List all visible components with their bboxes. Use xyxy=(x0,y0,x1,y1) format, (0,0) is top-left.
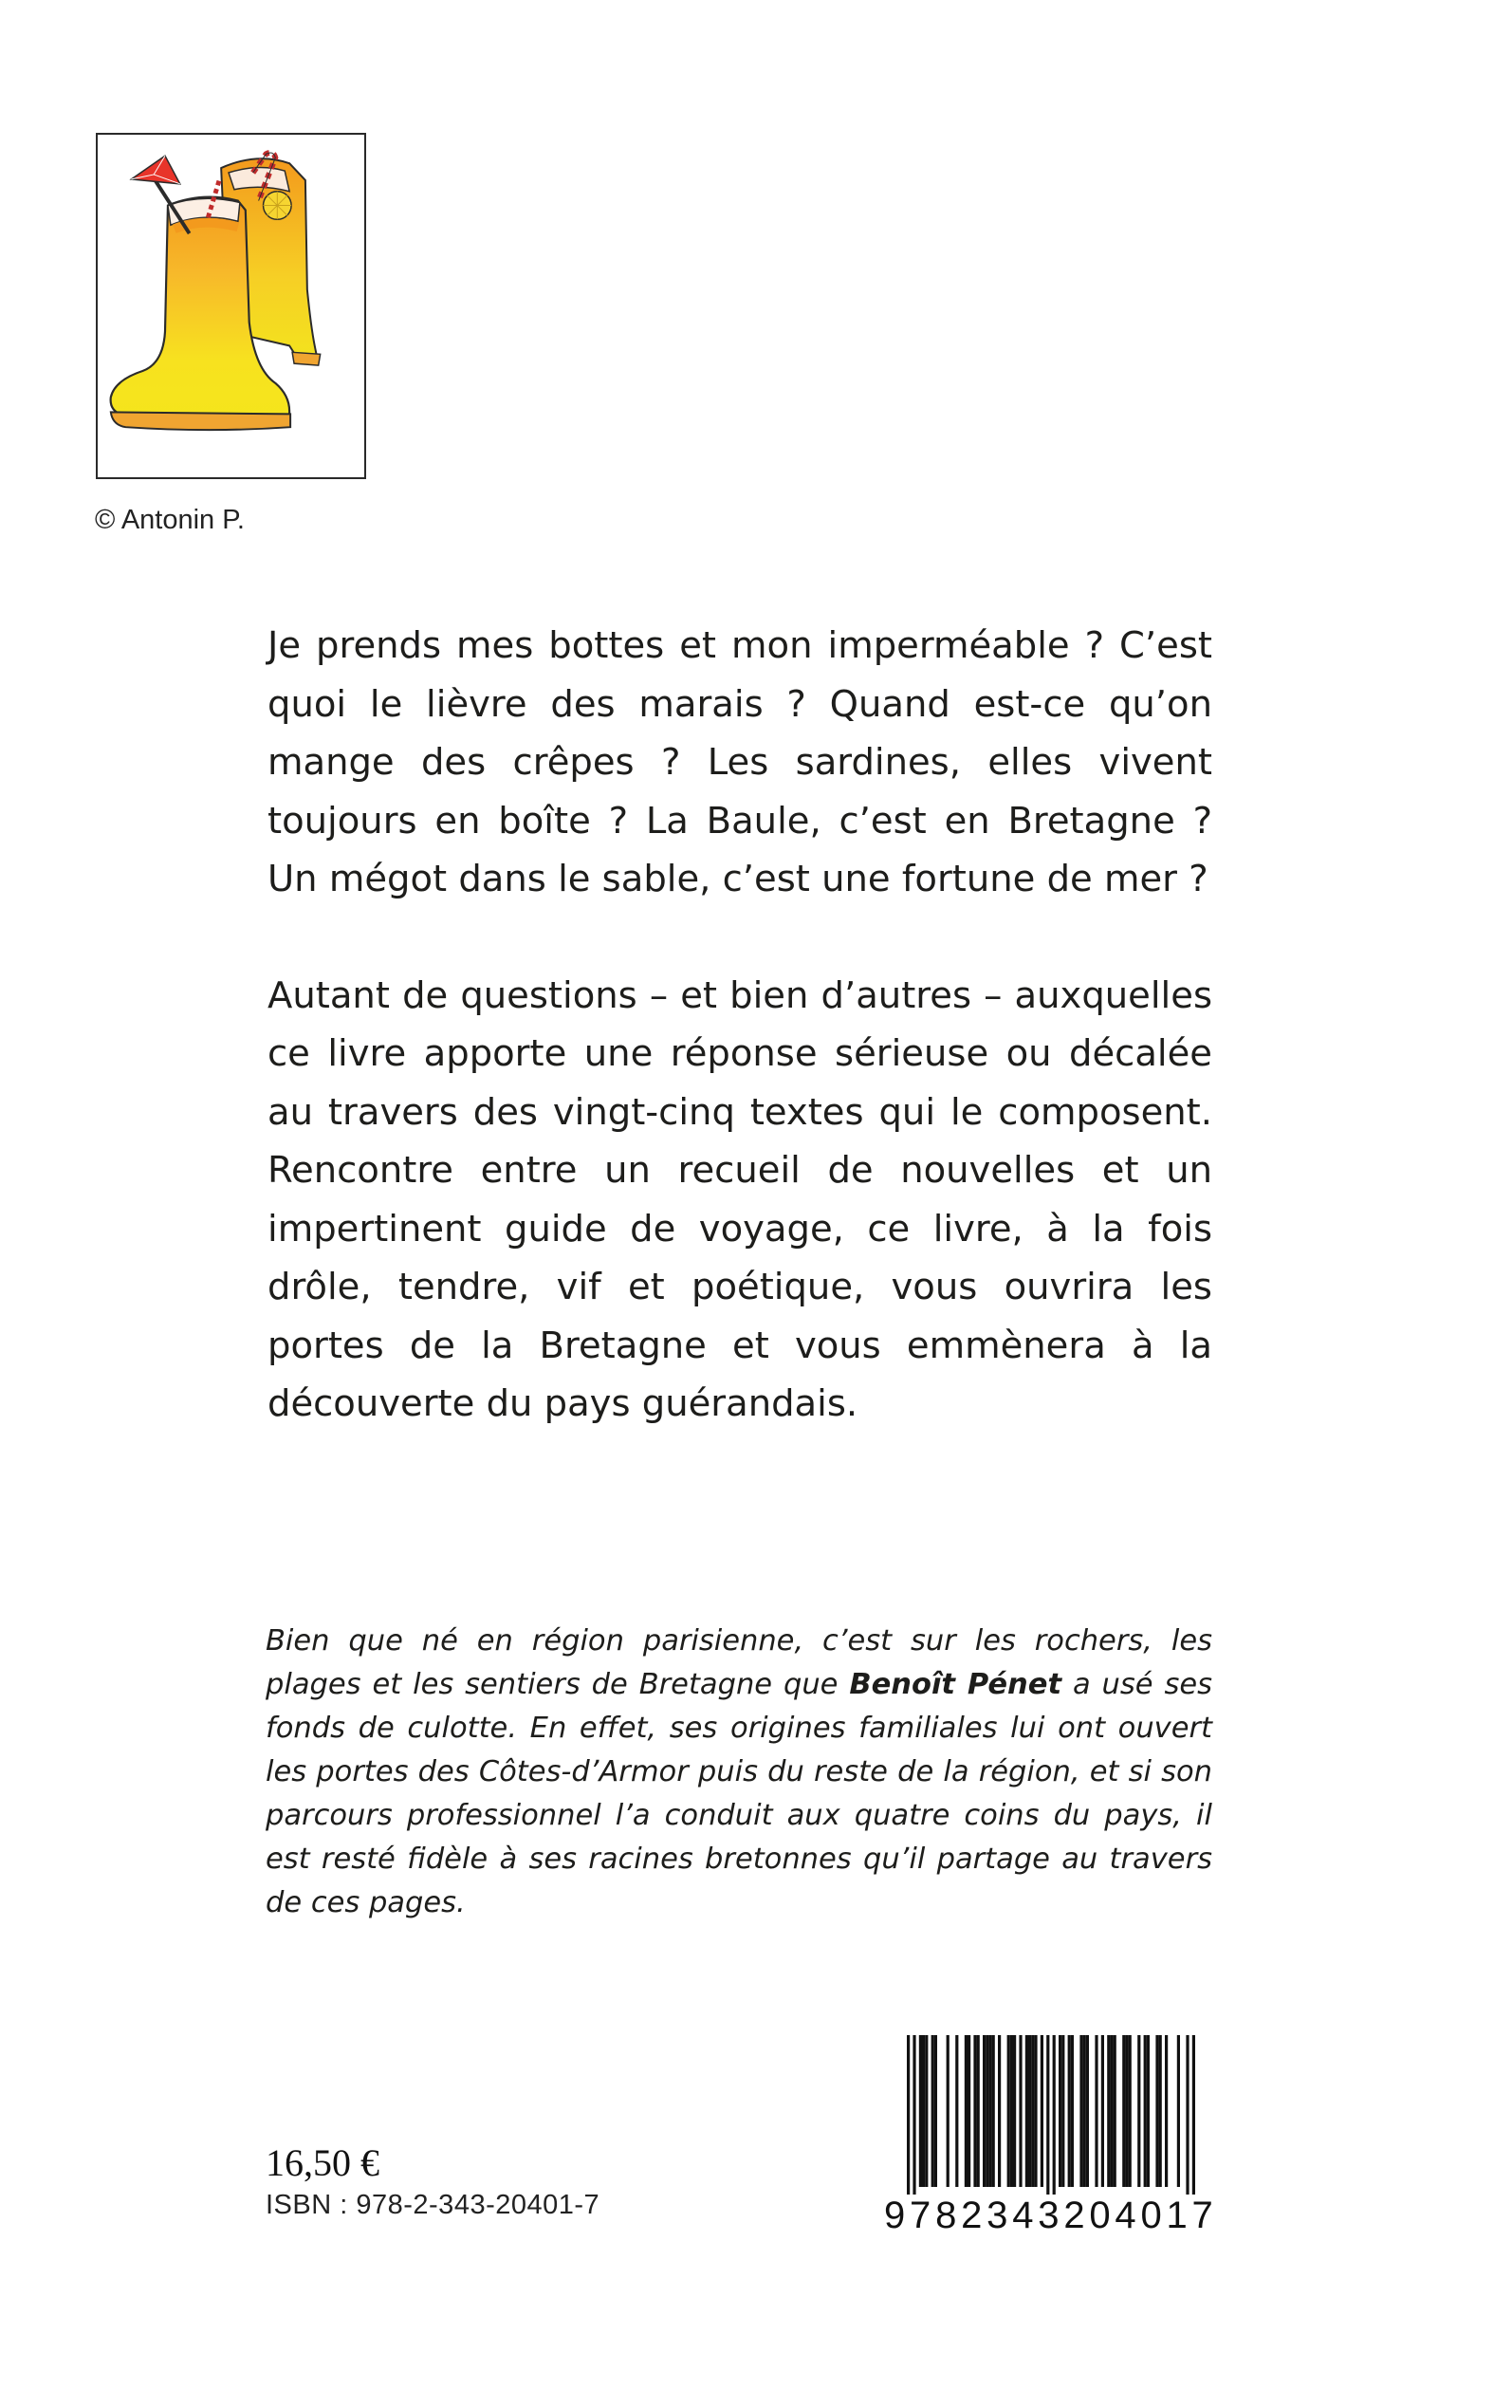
barcode-digits: 9782343204017 xyxy=(884,2195,1218,2236)
barcode-bar xyxy=(992,2035,995,2187)
barcode-bar xyxy=(1107,2035,1110,2187)
barcode-bar xyxy=(1046,2035,1049,2195)
barcode-bar xyxy=(947,2035,950,2187)
barcode-bar xyxy=(1186,2035,1189,2195)
barcode-bar xyxy=(1059,2035,1061,2187)
barcode-bar xyxy=(1025,2035,1028,2187)
barcode-bar xyxy=(1086,2035,1089,2187)
author-name: Benoît Pénet xyxy=(849,1668,1062,1701)
barcode-bar xyxy=(907,2035,910,2195)
barcode-bar xyxy=(1031,2035,1034,2187)
barcode-bars xyxy=(884,2035,1211,2195)
isbn-barcode xyxy=(884,2035,1218,2242)
barcode-bar xyxy=(1129,2035,1132,2187)
blurb-paragraph-description: Autant de questions – et bien d’autres – auxquelles ce livre apporte une réponse sérieuse ou décalée au travers des vingt-cinq textes qui le composent. Rencontre entre un recueil de nouvelles et un impertinent guide de voyage, ce livre, à la fois drôle, tendre, vif et poétique, vous ouvrira les portes de la Bretagne et vous emmènera à la découverte du pays guérandais. xyxy=(267,973,1212,1425)
illustration-credit: © Antonin P. xyxy=(95,505,245,535)
barcode-bar xyxy=(1165,2035,1168,2187)
barcode-bar xyxy=(1061,2035,1064,2187)
author-bio-intro: Bien que né en région parisienne, c’est sur les rochers, les plages et les sentiers de Bretagne que xyxy=(266,1624,1212,1701)
barcode-bar xyxy=(934,2035,937,2187)
barcode-bar xyxy=(1114,2035,1116,2187)
barcode-bar xyxy=(965,2035,968,2187)
book-price: 16,50 € xyxy=(266,2141,379,2184)
barcode-bar xyxy=(1041,2035,1043,2187)
barcode-bar xyxy=(988,2035,991,2187)
barcode-bar xyxy=(1110,2035,1113,2187)
barcode-bar xyxy=(1147,2035,1150,2187)
rain-boots-cocktail-icon xyxy=(98,135,364,477)
barcode-bar xyxy=(1034,2035,1037,2187)
barcode-bar xyxy=(1028,2035,1031,2187)
barcode-bar xyxy=(1122,2035,1125,2187)
barcode-bar xyxy=(1007,2035,1010,2187)
isbn-label: ISBN : 978-2-343-20401-7 xyxy=(266,2190,600,2220)
barcode-bar xyxy=(931,2035,934,2187)
cover-illustration xyxy=(96,133,366,479)
barcode-bar xyxy=(913,2035,915,2195)
barcode-bar xyxy=(998,2035,1001,2187)
barcode-bar xyxy=(1013,2035,1016,2187)
barcode-bar xyxy=(1137,2035,1140,2187)
barcode-bar xyxy=(1155,2035,1158,2187)
barcode-bar xyxy=(1101,2035,1104,2187)
barcode-bar xyxy=(1068,2035,1071,2187)
barcode-bar xyxy=(977,2035,980,2187)
barcode-bar xyxy=(1053,2035,1056,2195)
barcode-bar xyxy=(973,2035,976,2187)
barcode-bar xyxy=(968,2035,970,2187)
barcode-bar xyxy=(925,2035,928,2187)
barcode-bar xyxy=(1083,2035,1086,2187)
barcode-bar xyxy=(919,2035,922,2187)
barcode-bar xyxy=(986,2035,988,2187)
barcode-bar xyxy=(1095,2035,1097,2187)
barcode-bar xyxy=(1010,2035,1013,2187)
barcode-bar xyxy=(1159,2035,1162,2187)
barcode-bar xyxy=(1144,2035,1147,2187)
barcode-bar xyxy=(1125,2035,1128,2187)
barcode-bar xyxy=(1079,2035,1082,2187)
barcode-bar xyxy=(983,2035,986,2187)
back-cover-blurb xyxy=(267,617,1212,1434)
author-bio-rest: a usé ses fonds de culotte. En effet, ses origines familiales lui ont ouvert les portes des Côtes-d’Armor puis du reste de la région, et si son parcours professionnel l’a conduit aux quatre coins du pays, il est resté fidèle à ses racines bretonnes qu’il partage au travers de ces pages. xyxy=(266,1668,1213,1919)
barcode-bar xyxy=(922,2035,925,2187)
blurb-paragraph-questions: Je prends mes bottes et mon imperméable ? C’est quoi le lièvre des marais ? Quand est-ce qu’on mange des crêpes ? Les sardines, elles vivent toujours en boîte ? La Baule, c’est en Bretagne ? Un mégot dans le sable, c’est une fortune de mer ? xyxy=(267,624,1212,900)
author-bio xyxy=(266,1620,1212,1925)
barcode-bar xyxy=(1019,2035,1022,2187)
barcode-bar xyxy=(955,2035,958,2187)
barcode-bar xyxy=(1192,2035,1195,2195)
barcode-bar xyxy=(1177,2035,1180,2187)
barcode-bar xyxy=(1071,2035,1074,2187)
